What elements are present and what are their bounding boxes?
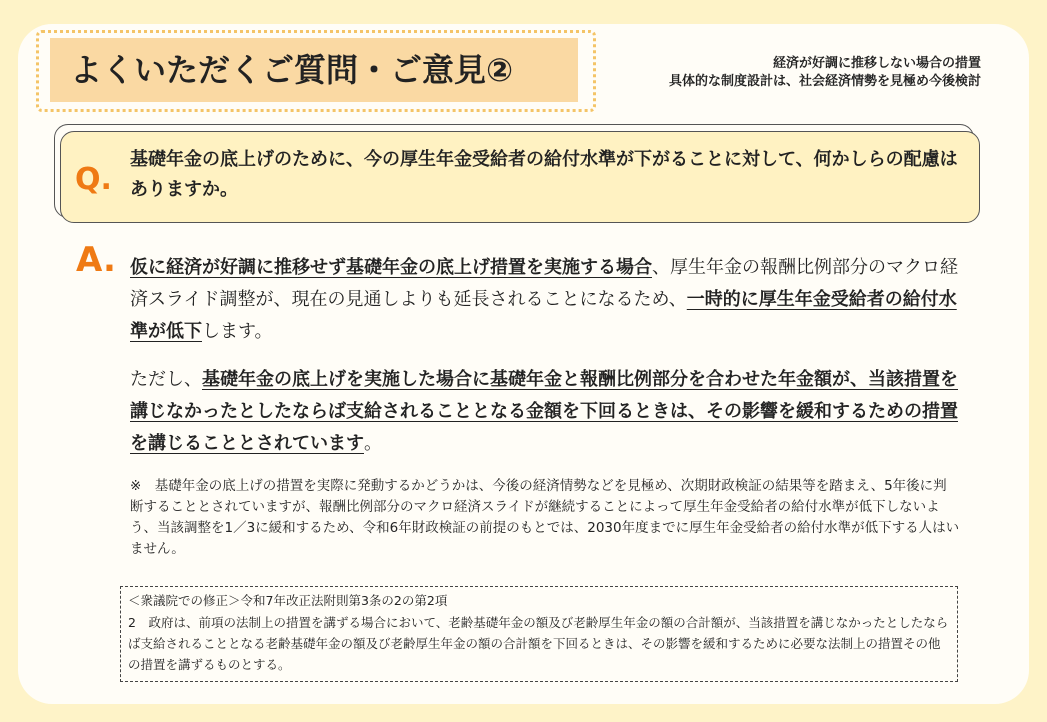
answer-paragraph-1 [130,252,960,348]
answer-p1-emphasis-1: 仮に経済が好調に推移せず基礎年金の底上げ措置を実施する場合 [130,257,652,278]
answer-p2-text-2: 。 [364,433,382,454]
answer-paragraph-2 [130,364,960,460]
answer-p1-emphasis-2: 一時的に厚生年金受給者の給付水準が低下 [130,289,957,342]
question-mark-label: Q. [75,162,112,197]
page-title: よくいただくご質問・ご意見② [70,51,514,89]
answer-p2-text-1: ただし、 [130,369,202,390]
answer-mark-label: A. [76,240,116,280]
law-excerpt-body: 2 政府は、前項の法制上の措置を講ずる場合において、老齢基礎年金の額及び老齢厚生年金の額の合計額が、当該措置を講じなかったとしたならば支給されることとなる老齢基礎年金の額及び老齢厚生年金の額の合計額を下回るときは、その影響を緩和するために必要な法制上の措置その他の措置を講ずるものとする。 [128,615,949,672]
answer-p1-text-2: します。 [202,321,273,342]
header-subtitle [669,55,981,91]
subtitle-line-2: 具体的な制度設計は、社会経済情勢を見極め今後検討 [668,74,981,89]
question-text: 基礎年金の底上げのために、今の厚生年金受給者の給付水準が下がることに対して、何かしらの配慮はありますか。 [130,149,958,200]
answer-p2-emphasis: 基礎年金の底上げを実施した場合に基礎年金と報酬比例部分を合わせた年金額が、当該措置を講じなかったとしたならば支給されることとなる金額を下回るときは、その影響を緩和するための措置を講じることとされています [130,369,958,454]
footnote: ※ 基礎年金の底上げの措置を実際に発動するかどうかは、今後の経済情勢などを見極め、次期財政検証の結果等を踏まえ、5年後に判断することとされていますが、報酬比例部分のマクロ経済スライドが継続することによって厚生年金受給者の給付水準が低下しないよう、当該調整を1／3に緩和するため、令和6年財政検証の前提のもとでは、2030年度までに厚生年金受給者の給付水準が低下する人はいません。 [130,478,960,557]
subtitle-line-1: 経済が好調に推移しない場合の措置 [772,56,981,71]
law-excerpt-heading: ＜衆議院での修正＞令和7年改正法附則第3条の2の第2項 [128,593,448,608]
answer-p1-text-1: 、厚生年金の報酬比例部分のマクロ経済スライド調整が、現在の見通しよりも延長されることになるため、 [130,257,958,310]
